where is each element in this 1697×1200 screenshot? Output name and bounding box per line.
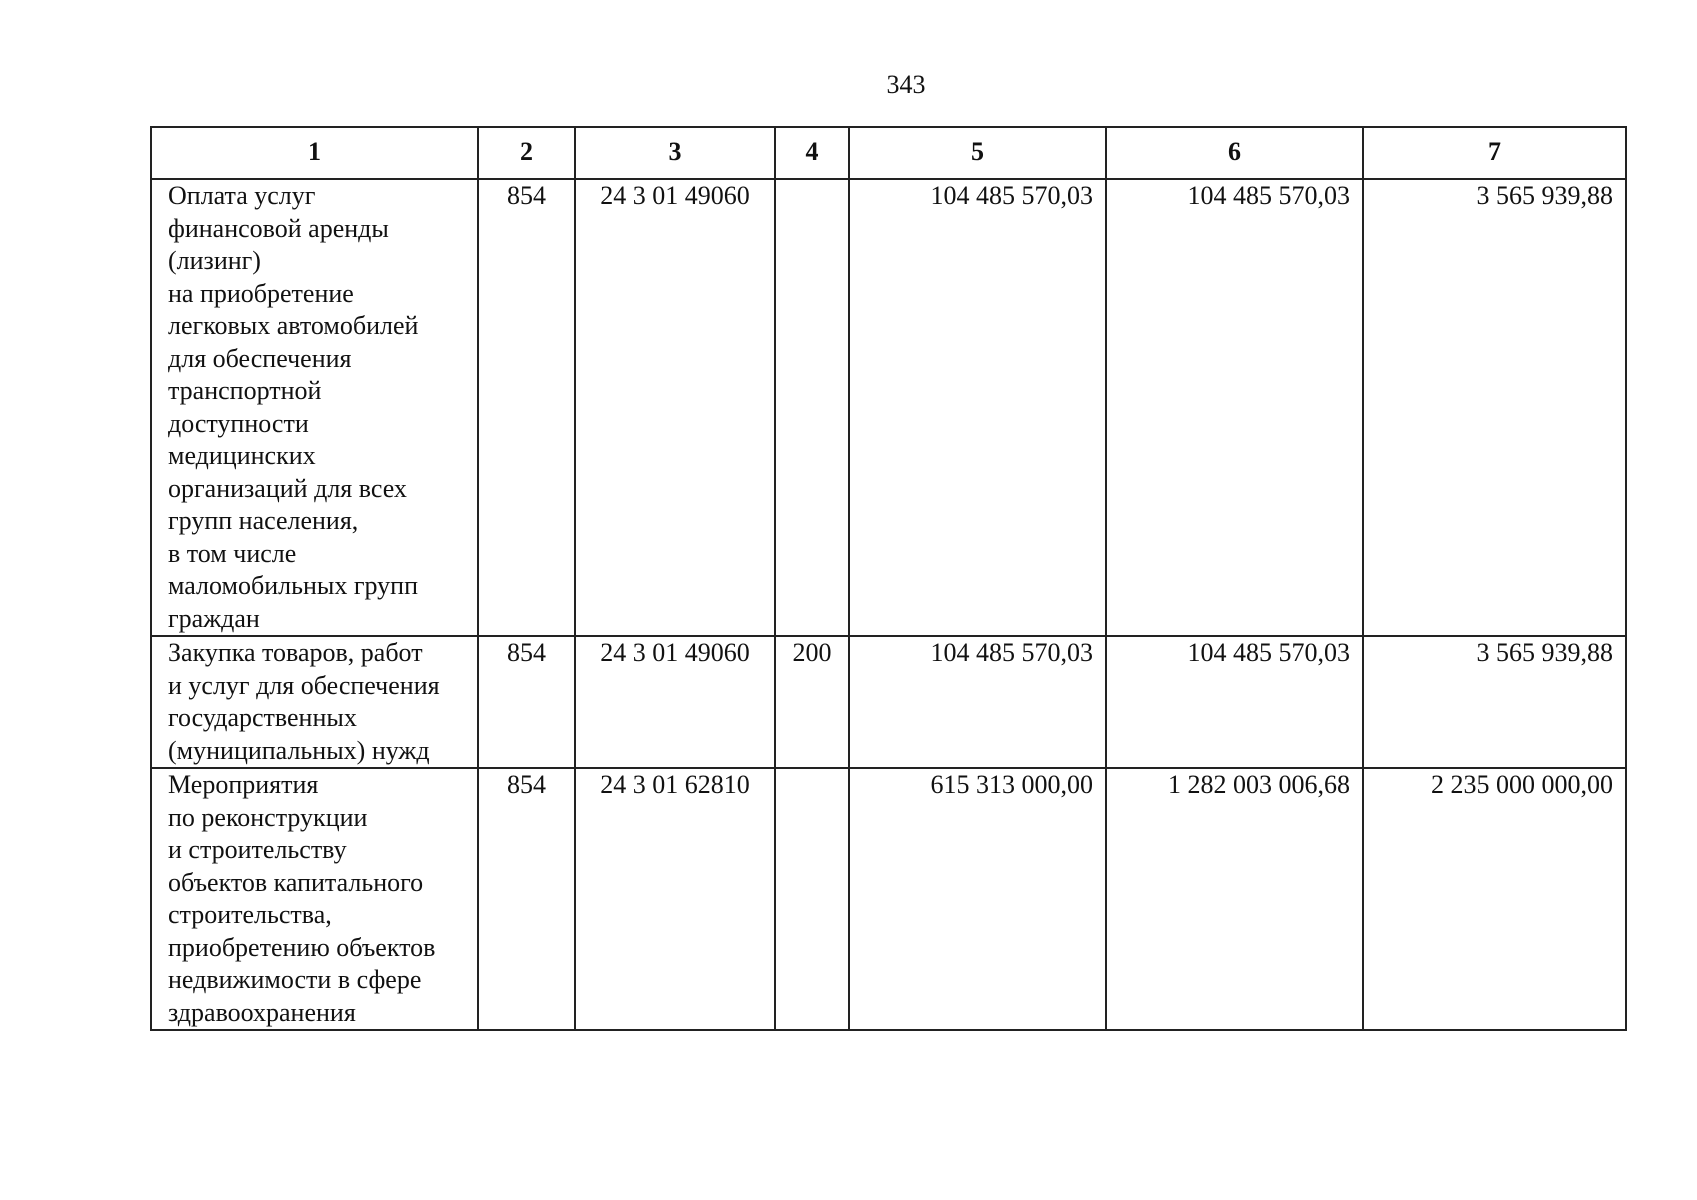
amount-col6-cell: 1 282 003 006,68	[1106, 768, 1363, 1030]
amount-col5-cell: 615 313 000,00	[849, 768, 1106, 1030]
header-row	[151, 127, 1626, 179]
expense-type-cell	[775, 179, 849, 636]
amount-col5-cell: 104 485 570,03	[849, 636, 1106, 768]
name-line: недвижимости в сфере	[168, 965, 422, 994]
name-line: на приобретение	[168, 278, 354, 308]
name-line: легковых автомобилей	[168, 311, 419, 340]
column-header-6: 6	[1106, 127, 1363, 179]
name-line: доступности	[168, 408, 309, 438]
name-line: для обеспечения	[168, 343, 352, 373]
name-line: Оплата услуг	[168, 181, 316, 210]
name-line: организаций для всех	[168, 473, 407, 503]
name-line: в том числе	[168, 538, 297, 568]
amount-col6-cell: 104 485 570,03	[1106, 179, 1363, 636]
ministry-code-cell: 854	[478, 636, 575, 768]
name-line: и услуг для обеспечения	[168, 670, 440, 700]
target-code-cell: 24 3 01 49060	[575, 636, 775, 768]
amount-col5-cell: 104 485 570,03	[849, 179, 1106, 636]
name-line: Мероприятия	[168, 770, 319, 799]
name-line: групп населения,	[168, 506, 359, 535]
name-line: объектов капитального	[168, 867, 424, 897]
column-header-2: 2	[478, 127, 575, 179]
amount-col7-cell: 2 235 000 000,00	[1363, 768, 1626, 1030]
name-line: маломобильных групп	[168, 571, 418, 600]
column-header-5: 5	[849, 127, 1106, 179]
table-row	[151, 768, 1626, 1030]
name-line: финансовой аренды	[168, 213, 389, 243]
expense-name-cell	[151, 768, 478, 1030]
ministry-code-cell: 854	[478, 179, 575, 636]
name-line: и строительству	[168, 835, 347, 864]
name-line: (муниципальных) нужд	[168, 735, 430, 765]
table-row	[151, 636, 1626, 768]
name-line: по реконструкции	[168, 802, 368, 832]
amount-col7-cell: 3 565 939,88	[1363, 636, 1626, 768]
name-line: приобретению объектов	[168, 932, 436, 962]
name-line: государственных	[168, 703, 357, 732]
name-line: транспортной	[168, 376, 322, 405]
column-header-1: 1	[151, 127, 478, 179]
name-line: здравоохранения	[168, 997, 356, 1027]
expense-type-cell: 200	[775, 636, 849, 768]
amount-col7-cell: 3 565 939,88	[1363, 179, 1626, 636]
expense-name-cell	[151, 636, 478, 768]
page-number: 343	[886, 70, 926, 99]
expense-type-cell	[775, 768, 849, 1030]
target-code-cell: 24 3 01 49060	[575, 179, 775, 636]
column-header-4: 4	[775, 127, 849, 179]
name-line: строительства,	[168, 900, 332, 929]
ministry-code-cell: 854	[478, 768, 575, 1030]
name-line: Закупка товаров, работ	[168, 638, 423, 667]
budget-table	[150, 126, 1627, 1031]
name-line: медицинских	[168, 441, 316, 470]
name-line: граждан	[168, 603, 260, 633]
column-header-7: 7	[1363, 127, 1626, 179]
target-code-cell: 24 3 01 62810	[575, 768, 775, 1030]
expense-name-cell	[151, 179, 478, 636]
amount-col6-cell: 104 485 570,03	[1106, 636, 1363, 768]
name-line: (лизинг)	[168, 246, 261, 275]
column-header-3: 3	[575, 127, 775, 179]
table-row	[151, 179, 1626, 636]
